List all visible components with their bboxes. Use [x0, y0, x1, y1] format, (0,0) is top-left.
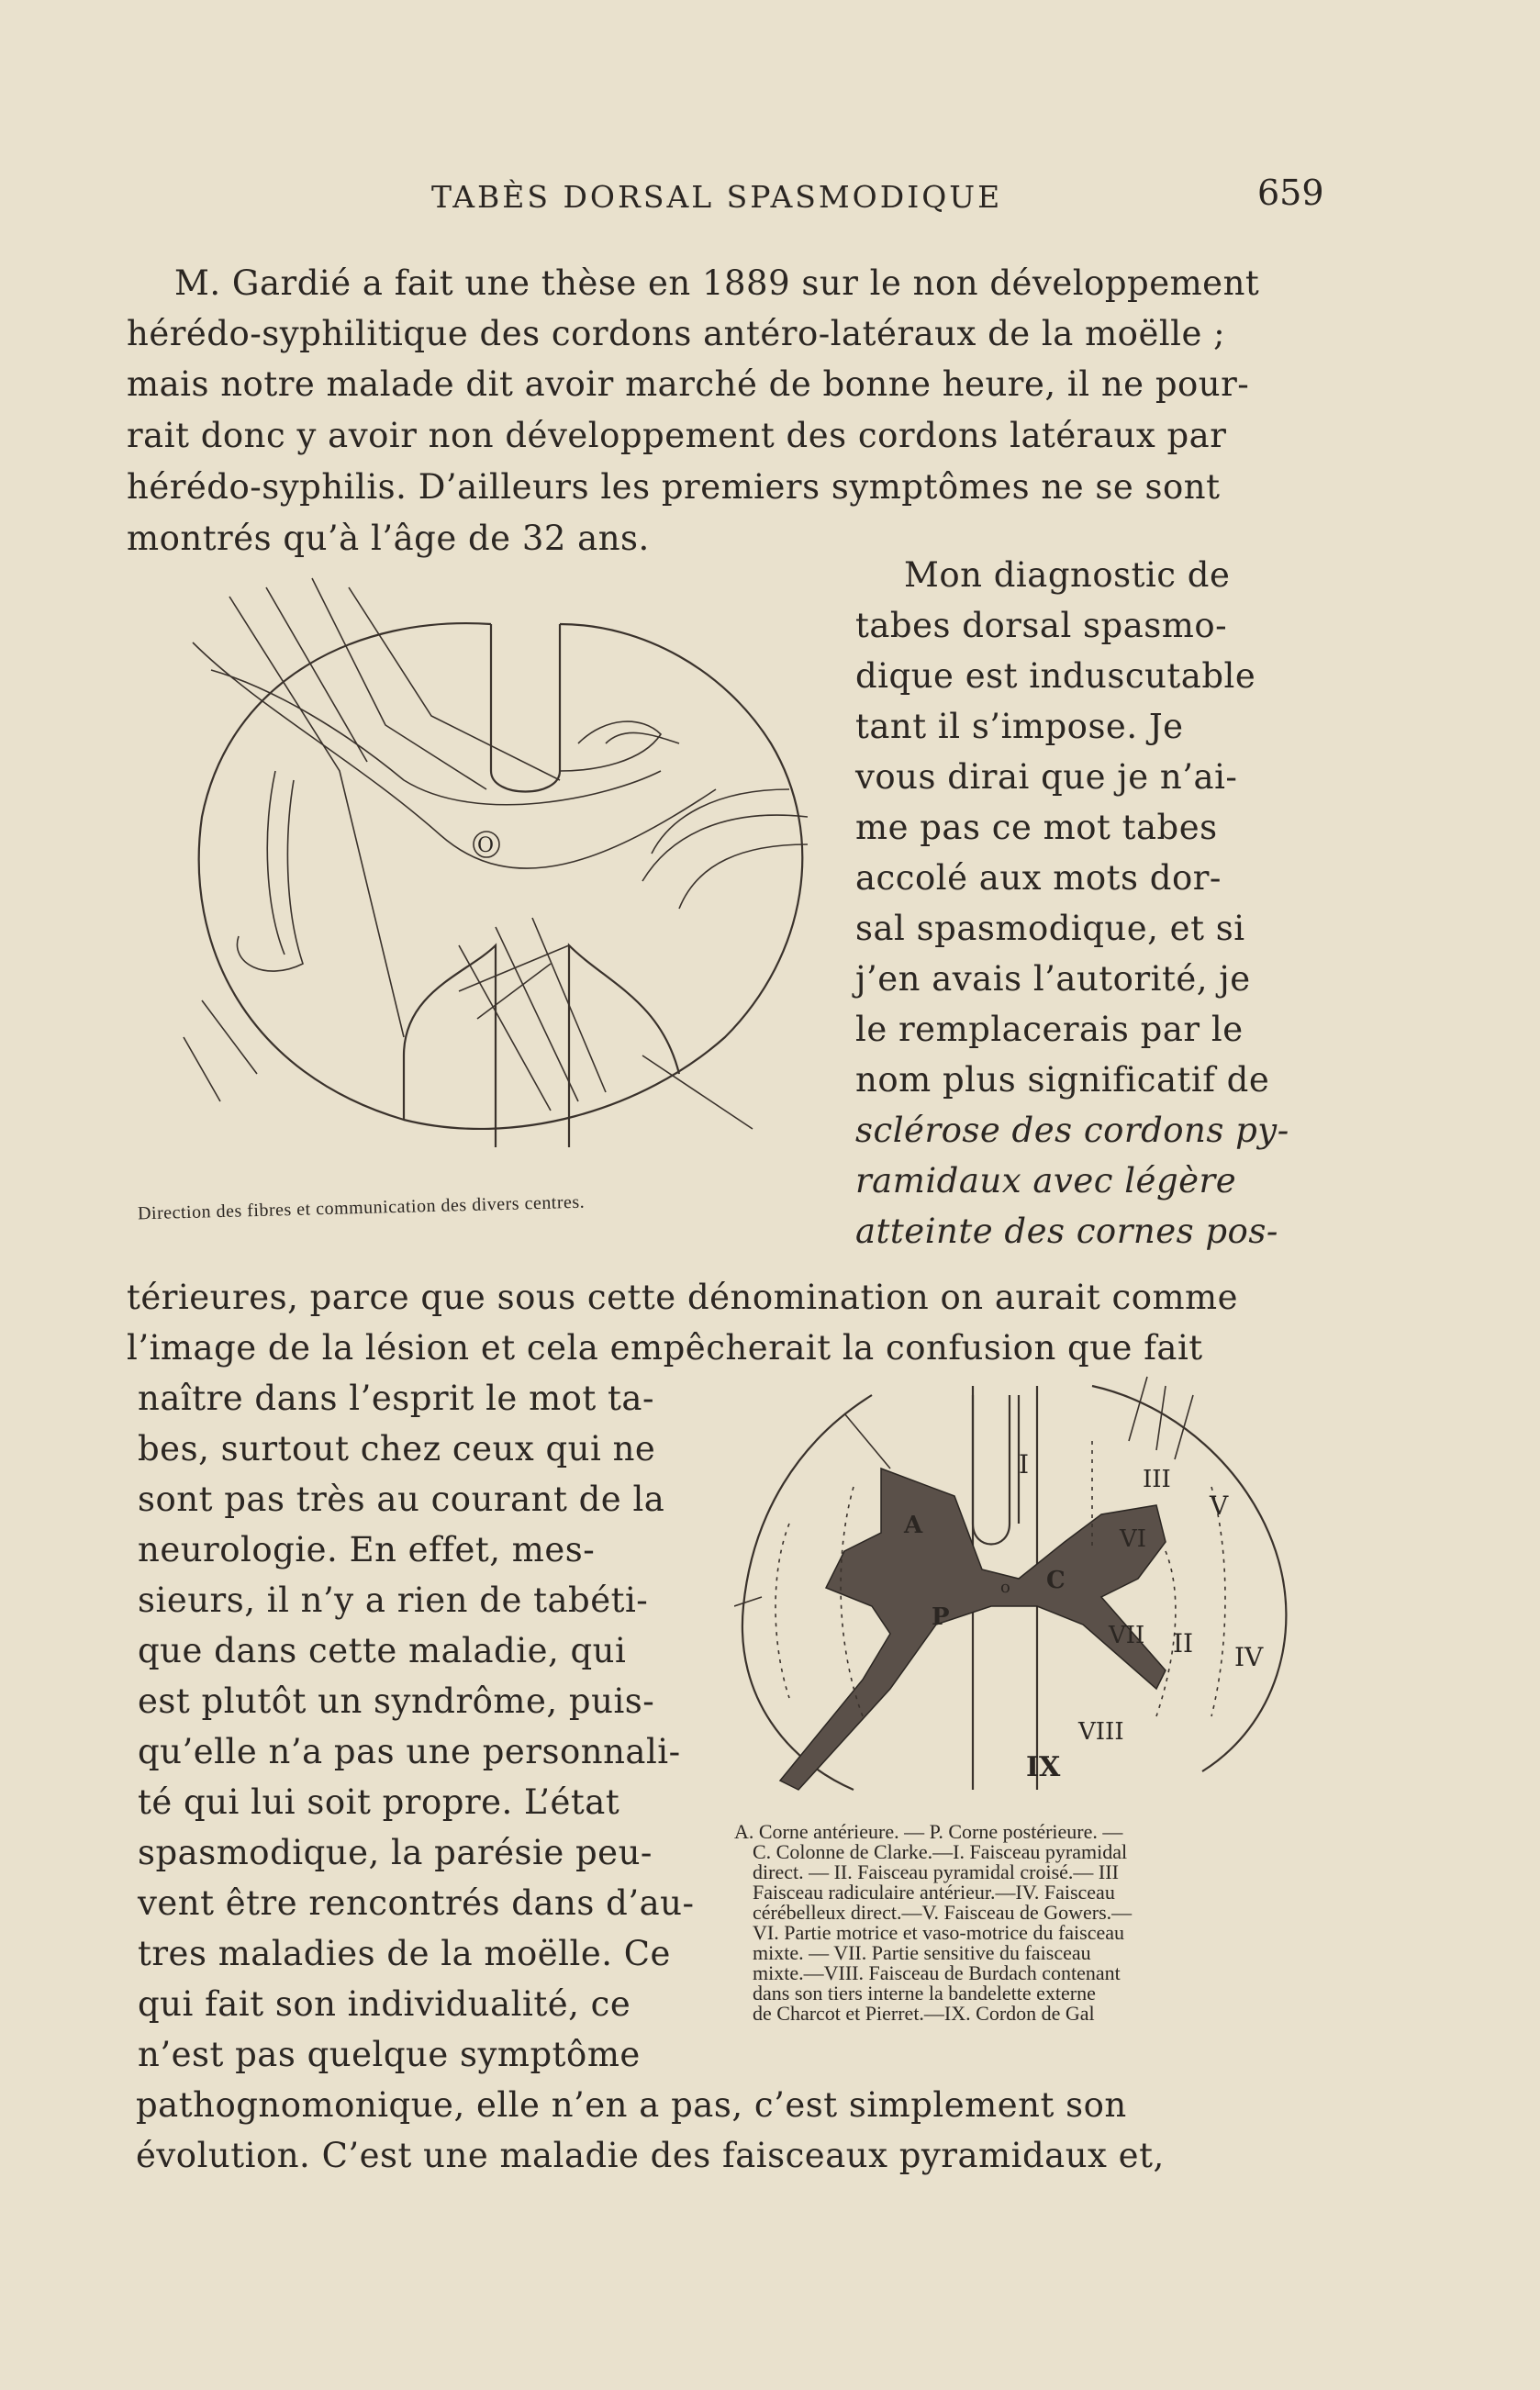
- figure2-caption-line: de Charcot et Pierret.—IX. Cordon de Gal: [753, 2002, 1095, 2025]
- text-line: évolution. C’est une maladie des faisceaux pyramidaux et,: [136, 2136, 1165, 2175]
- fig2-label-vii: VII: [1109, 1622, 1145, 1649]
- running-title: TABÈS DORSAL SPASMODIQUE: [431, 179, 1003, 215]
- text-line: me pas ce mot tabes: [855, 808, 1218, 847]
- fig2-label-i: I: [1019, 1449, 1030, 1480]
- figure2-caption-line: A. Corne antérieure. — P. Corne postérieure. —: [734, 1820, 1123, 1843]
- text-line: nom plus significatif de: [855, 1060, 1270, 1100]
- text-line: le remplacerais par le: [855, 1010, 1244, 1049]
- text-line: hérédo-syphilitique des cordons antéro-latéraux de la moëlle ;: [127, 314, 1226, 353]
- fig2-label-iv: IV: [1234, 1642, 1264, 1672]
- figure2-caption-line: C. Colonne de Clarke.—I. Faisceau pyramidal: [753, 1840, 1128, 1863]
- text-line: j’en avais l’autorité, je: [855, 959, 1251, 999]
- fig2-label-ii: II: [1173, 1628, 1194, 1658]
- text-line: M. Gardié a fait une thèse en 1889 sur le non développement: [174, 263, 1260, 303]
- text-line: l’image de la lésion et cela empêcherait la confusion que fait: [127, 1328, 1203, 1368]
- figure1-label-o: O: [477, 834, 495, 857]
- text-line: tant il s’impose. Je: [855, 707, 1184, 746]
- figure2-caption-line: mixte. — VII. Partie sensitive du faisceau: [753, 1941, 1091, 1964]
- figure-cord-section: [734, 1368, 1303, 1808]
- figure2-caption-line: Faisceau radiculaire antérieur.—IV. Faisceau: [753, 1881, 1115, 1904]
- text-line: térieures, parce que sous cette dénomination on aurait comme: [127, 1278, 1239, 1317]
- figure2-caption-line: dans son tiers interne la bandelette externe: [753, 1982, 1096, 2005]
- text-line: tres maladies de la moëlle. Ce: [138, 1934, 671, 1973]
- figure2-caption-line: VI. Partie motrice et vaso-motrice du faisceau: [753, 1921, 1125, 1944]
- fig2-label-o: o: [1000, 1578, 1010, 1597]
- fig2-label-a: A: [904, 1512, 923, 1539]
- text-line: mais notre malade dit avoir marché de bonne heure, il ne pour-: [127, 364, 1250, 404]
- figure2-caption-line: direct. — II. Faisceau pyramidal croisé.— III: [753, 1860, 1119, 1883]
- text-line: rait donc y avoir non développement des cordons latéraux par: [127, 416, 1227, 455]
- figure2-caption-line: mixte.—VIII. Faisceau de Burdach contenant: [753, 1961, 1121, 1984]
- text-line: té qui lui soit propre. L’état: [138, 1782, 620, 1822]
- text-line: n’est pas quelque symptôme: [138, 2035, 641, 2074]
- text-line: spasmodique, la parésie peu-: [138, 1833, 653, 1872]
- text-line: neurologie. En effet, mes-: [138, 1530, 596, 1569]
- fig2-label-vi: VI: [1120, 1525, 1147, 1553]
- fig2-label-ix: IX: [1026, 1751, 1061, 1783]
- text-line: tabes dorsal spasmo-: [855, 606, 1228, 645]
- text-line: accolé aux mots dor-: [855, 858, 1222, 898]
- fig2-label-c: C: [1046, 1567, 1066, 1594]
- text-line: montrés qu’à l’âge de 32 ans.: [127, 519, 650, 558]
- fig2-label-v: V: [1210, 1491, 1229, 1521]
- fig2-label-viii: VIII: [1078, 1718, 1124, 1746]
- text-line: bes, surtout chez ceux qui ne: [138, 1429, 656, 1469]
- text-line: qu’elle n’a pas une personnali-: [138, 1732, 681, 1771]
- text-line: sieurs, il n’y a rien de tabéti-: [138, 1580, 649, 1620]
- text-line: pathognomonique, elle n’en a pas, c’est simplement son: [136, 2085, 1127, 2125]
- text-line: hérédo-syphilis. D’ailleurs les premiers symptômes ne se sont: [127, 467, 1221, 507]
- figure-fibre-directions: [128, 560, 863, 1202]
- text-line: est plutôt un syndrôme, puis-: [138, 1681, 655, 1721]
- text-line: que dans cette maladie, qui: [138, 1631, 627, 1670]
- text-line: sont pas très au courant de la: [138, 1480, 665, 1519]
- page-number: 659: [1257, 173, 1324, 213]
- text-line: vent être rencontrés dans d’au-: [138, 1883, 695, 1923]
- text-line: atteinte des cornes pos-: [855, 1212, 1278, 1251]
- fig2-label-iii: III: [1143, 1466, 1171, 1493]
- text-line: sal spasmodique, et si: [855, 909, 1245, 948]
- figure2-caption-line: cérébelleux direct.—V. Faisceau de Gowers.—: [753, 1901, 1133, 1924]
- fig2-label-p: P: [932, 1603, 950, 1631]
- text-line: vous dirai que je n’ai-: [855, 757, 1238, 797]
- text-line: ramidaux avec légère: [855, 1161, 1237, 1201]
- text-line: dique est induscutable: [855, 656, 1256, 696]
- text-line: sclérose des cordons py-: [855, 1111, 1289, 1150]
- figure1-caption: Direction des fibres et communication des divers centres.: [137, 1191, 586, 1224]
- text-line: Mon diagnostic de: [904, 555, 1231, 595]
- text-line: naître dans l’esprit le mot ta-: [138, 1379, 654, 1418]
- text-line: qui fait son individualité, ce: [138, 1984, 631, 2024]
